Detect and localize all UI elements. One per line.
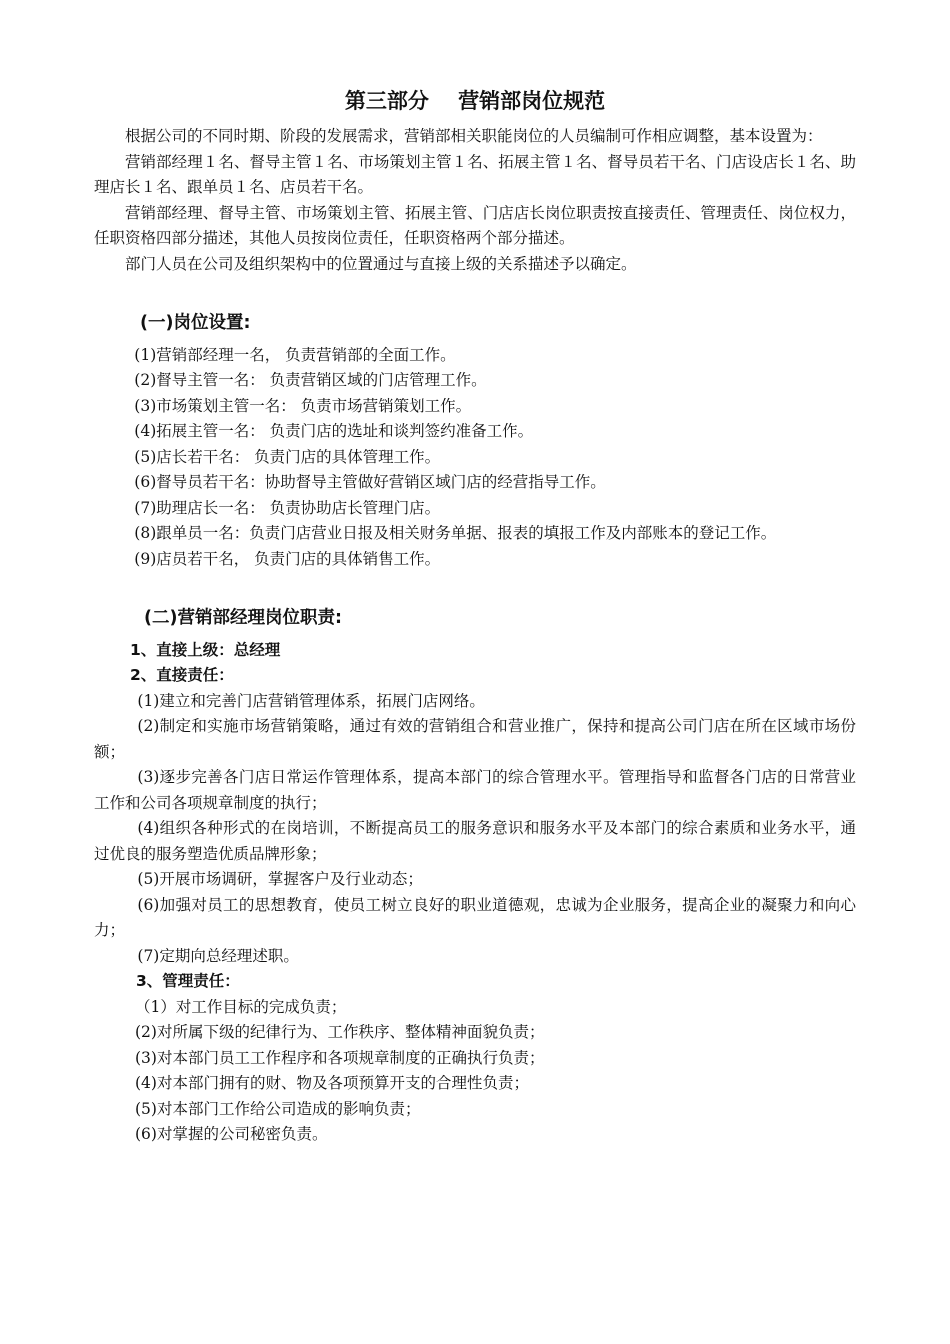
list-item: (3)市场策划主管一名： 负责市场营销策划工作。 bbox=[134, 396, 472, 415]
list-item: (5)对本部门工作给公司造成的影响负责； bbox=[135, 1099, 421, 1118]
list-item: (4)组织各种形式的在岗培训，不断提高员工的服务意识和服务水平及本部门的综合素质和业务水平，通过优良的服务塑造优质品牌形象； bbox=[94, 819, 856, 863]
subheading-direct-responsibility: 2、直接责任： bbox=[130, 666, 234, 684]
position-setup-section bbox=[94, 311, 856, 572]
list-item: (6)督导员若干名：协助督导主管做好营销区域门店的经营指导工作。 bbox=[134, 473, 606, 491]
list-item: (4)对本部门拥有的财、物及各项预算开支的合理性负责； bbox=[135, 1074, 529, 1092]
intro-paragraph: 根据公司的不同时期、阶段的发展需求，营销部相关职能岗位的人员编制可作相应调整，基本设置为： bbox=[125, 127, 823, 145]
list-item: (1)建立和完善门店营销管理体系，拓展门店网络。 bbox=[137, 691, 485, 710]
intro-paragraph: 营销部经理、督导主管、市场策划主管、拓展主管、门店店长岗位职责按直接责任、管理责任、岗位权力，任职资格四部分描述，其他人员按岗位责任，任职资格两个部分描述。 bbox=[94, 203, 856, 247]
list-item: (7)定期向总经理述职。 bbox=[137, 946, 299, 965]
subheading-direct-superior: 1、直接上级：总经理 bbox=[130, 640, 281, 659]
list-item: (2)对所属下级的纪律行为、工作秩序、整体精神面貌负责； bbox=[135, 1023, 545, 1041]
list-item: (3)对本部门员工工作程序和各项规章制度的正确执行负责； bbox=[135, 1048, 545, 1067]
manager-duties-section bbox=[94, 606, 856, 1148]
list-item: （1）对工作目标的完成负责； bbox=[135, 997, 347, 1016]
list-item: (7)助理店长一名： 负责协助店长管理门店。 bbox=[134, 498, 441, 517]
list-item: (6)对掌握的公司秘密负责。 bbox=[135, 1125, 328, 1143]
subheading-management-responsibility: 3、管理责任： bbox=[136, 972, 240, 990]
list-item: (2)制定和实施市场营销策略，通过有效的营销组合和营业推广，保持和提高公司门店在所在区域市场份额； bbox=[94, 717, 856, 761]
list-item: (2)督导主管一名： 负责营销区域的门店管理工作。 bbox=[134, 371, 487, 389]
list-item: (5)店长若干名： 负责门店的具体管理工作。 bbox=[134, 447, 441, 466]
intro-section bbox=[94, 124, 856, 277]
list-item: (6)加强对员工的思想教育，使员工树立良好的职业道德观，忠诚为企业服务，提高企业的凝聚力和向心力； bbox=[94, 895, 856, 939]
list-item: (1)营销部经理一名， 负责营销部的全面工作。 bbox=[134, 345, 456, 364]
list-item: (3)逐步完善各门店日常运作管理体系，提高本部门的综合管理水平。管理指导和监督各门店的日常营业工作和公司各项规章制度的执行； bbox=[94, 768, 856, 812]
section-heading: (二)营销部经理岗位职责: bbox=[144, 608, 342, 628]
intro-paragraph: 部门人员在公司及组织架构中的位置通过与直接上级的关系描述予以确定。 bbox=[125, 254, 637, 273]
list-item: (9)店员若干名， 负责门店的具体销售工作。 bbox=[134, 549, 441, 568]
section-heading: (一)岗位设置: bbox=[140, 313, 251, 333]
list-item: (8)跟单员一名：负责门店营业日报及相关财务单据、报表的填报工作及内部账本的登记工作。 bbox=[134, 524, 777, 542]
intro-paragraph: 营销部经理１名、督导主管１名、市场策划主管１名、拓展主管１名、督导员若干名、门店设店长１名、助理店长１名、跟单员１名、店员若干名。 bbox=[94, 152, 856, 196]
list-item: (4)拓展主管一名： 负责门店的选址和谈判签约准备工作。 bbox=[134, 422, 534, 440]
page-title: 第三部分 营销部岗位规范 bbox=[344, 89, 606, 113]
list-item: (5)开展市场调研，掌握客户及行业动态； bbox=[137, 870, 423, 888]
